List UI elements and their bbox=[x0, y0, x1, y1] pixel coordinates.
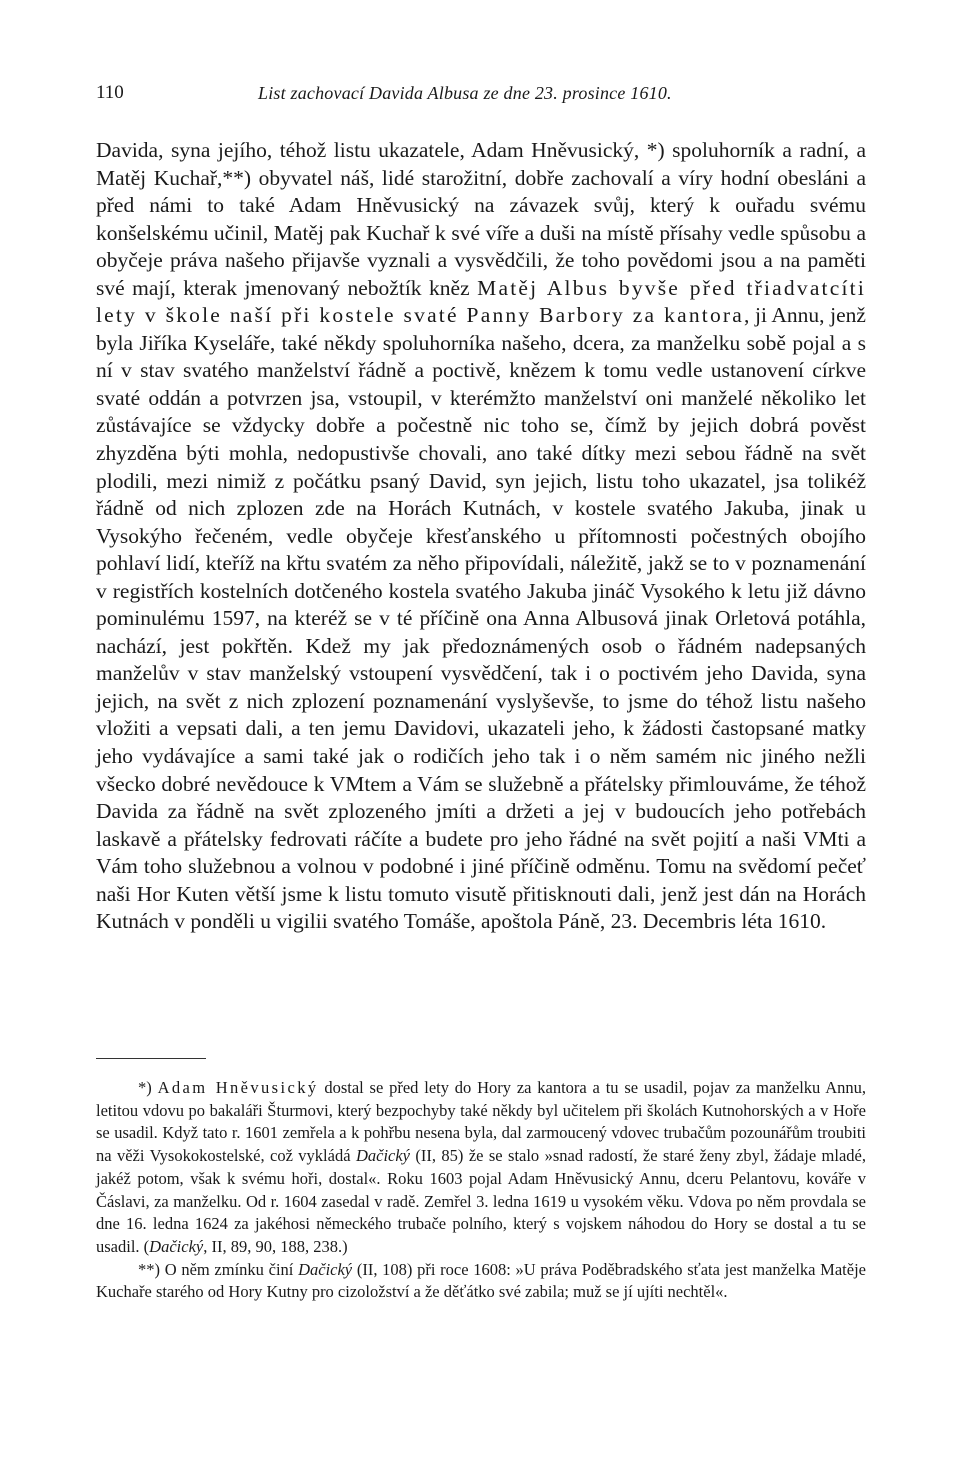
footnote-1-text-1: dostal se před lety do Hory za kantora a tu se usadil, pojav za manželku Annu, letitou vdovu po bakaláři Šturmovi, který bezpochyby také někdy byl učitelem při školách Kutnohorských a v Hoře se usadil. Když tato r. 1601 zemřela a k pohřbu nesena byla, dal zarmoucený vdovec trubačům pozounářům troubiti na věži Vysokokostelské, což vykládá bbox=[96, 1078, 866, 1166]
footnote-1-text-2: (II, 85) že se stalo »snad radostí, že staré ženy zbyl, žádaje mladé, jakéž potom, však k svému hoři, dostal«. Roku 1603 pojal Adam Hněvusický Annu, dceru Pelantovu, kováře v Čáslavi, za manželku. Od r. 1604 zasedal v radě. Zemřel 3. ledna 1619 u vysokém věku. Vdova po něm provdala se dne 16. ledna 1624 za jakéhosi německého trubače polního, který s vojskem náhodou do Hory se dostal a tu se usadil. ( bbox=[96, 1146, 866, 1256]
footnote-1-mark: *) bbox=[138, 1078, 152, 1097]
main-text-part-1: Davida, syna jejího, téhož listu ukazatele, Adam Hněvusický, *) spoluhorník a radní, a Matěj Kuchař,**) obyvatel náš, lidé starožitní, dobře zachovalí a víry hodní obesláni a před námi to také Adam Hněvusický na závazek svůj, který k ouřadu svému konšelskému učinil, Matěj pak Kuchař k své víře a duši na místě přísahy vedle spůsobu a obyčeje práva našeho přijavše vyznali a vysvědčili, že toho povědomi jsou a na paměti své mají, kterak jmenovaný nebožtík kněz bbox=[96, 138, 866, 300]
running-title: List zachovací Davida Albusa ze dne 23. prosince 1610. bbox=[258, 83, 672, 103]
footnotes bbox=[96, 1077, 866, 1304]
footnote-divider bbox=[96, 1058, 206, 1059]
footnote-1-name: Adam Hněvusický bbox=[157, 1078, 319, 1097]
footnote-1 bbox=[96, 1077, 866, 1259]
page-header bbox=[96, 80, 866, 110]
footnote-1-citation-2: Dačický bbox=[149, 1236, 204, 1256]
footnote-2-citation: Dačický bbox=[298, 1259, 353, 1279]
main-text-part-2: , ji Annu, jenž byla Jiříka Kyseláře, také někdy spoluhorníka našeho, dcera, za manželku sobě pojal a s ní v stav svatého manželství řádně a poctivě, knězem k tomu vedle ustanovení církve svaté oddán a potvrzen jsa, vstoupil, v kterémžto manželství oni manželé několiko let zůstávajíce se vždycky dobře a počestně nic toho se, čímž by jejich dobrá pověst zhyzděna býti mohla, nedopustivše chovali, ano také dítky mezi sebou řádně na svět plodili, mezi nimiž z počátku psaný David, syn jejich, listu toho ukazatel, jsa tolikéž řádně od nich zplozen zde na Horách Kutnách, v kostele svatého Jakuba, jinak u Vysokýho řečeném, vedle obyčeje křesťanského u přítomnosti počestných obojího pohlaví lidí, kteříž na křtu svatém za něho připovídali, náležitě, jakž se to v poznamenání v registřích kostelních dotčeného kostela svatého Jakuba jináč Vysokého k letu již dávno pominulému 1597, na kteréž se v té příčině ona Anna Albusová jinak Orletová potáhla, nachází, jest pokřtěn. Kdež my jak předoznámených osob o řádném nadepsaných manželův v stav manželský vstoupení vysvědčení, tak i o poctivém jeho Davida, syna jejich, na svět z nich zplození poznamenání vyslyševše, to jsme do téhož listu našeho vložiti a vepsati dali, a ten jemu Davidovi, ukazateli jeho, k žádosti častopsané matky jeho vydávajíce a sami také jak o rodičích jeho tak i o něm samém nic jiného nežli všecko dobré nevědouce k VMtem a Vám se služebně a přátelsky přimlouváme, že téhož Davida za řádně na svět zplozeného jmíti a držeti a jej v budoucích jeho potřebách laskavě a přátelsky fedrovati ráčíte a budete pro jeho řádné na svět pojití a naši VMti a Vám toho služebnou a volnou v podobné i jiné příčině odměnu. Tomu na svědomí pečeť naši Hor Kuten větší jsme k listu tomuto visutě přitisknouti dali, jenž jest dán na Horách Kutnách v ponděli u vigilii svatého Tomáše, apoštola Páně, 23. Decembris léta 1610. bbox=[96, 303, 866, 934]
main-text-emphasis: Matěj Albus byvše před třiadvatcíti lety v škole naší při kostele svaté Panny Barbory za kantora bbox=[96, 275, 866, 328]
page-number: 110 bbox=[96, 82, 124, 103]
footnote-2-text-1: O něm zmínku činí bbox=[160, 1259, 299, 1279]
footnote-2 bbox=[96, 1259, 866, 1304]
footnote-2-text-2: (II, 108) při roce 1608: »U práva Poděbradského sťata jest manželka Matěje Kuchaře starého od Hory Kutny pro cizoložství a že děťátko své zabila; muž se jí ujíti nechtěl«. bbox=[96, 1259, 866, 1302]
footnote-2-mark: **) bbox=[138, 1259, 160, 1279]
main-text bbox=[96, 137, 866, 936]
footnote-1-citation-1: Dačický bbox=[355, 1146, 410, 1166]
footnote-1-text-3: , II, 89, 90, 188, 238.) bbox=[203, 1236, 348, 1256]
